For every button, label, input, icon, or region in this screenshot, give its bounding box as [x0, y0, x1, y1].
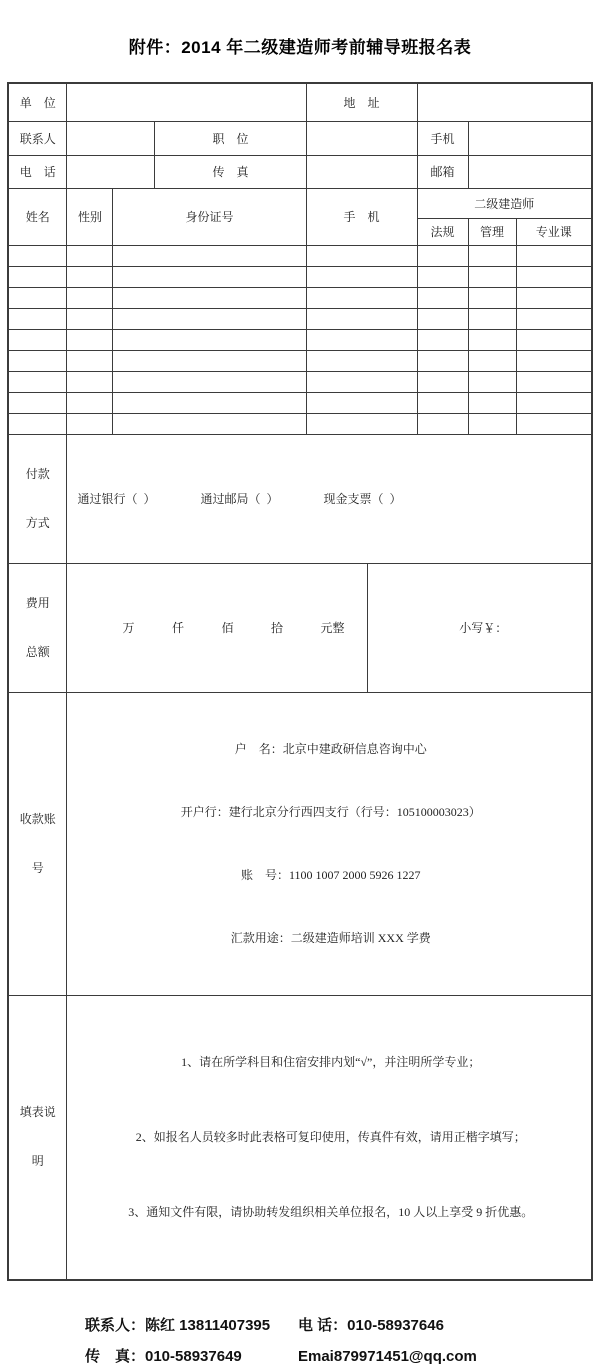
payment-option-cash-check: 现金支票（ ） — [323, 492, 402, 506]
footer-contact-person: 联系人：陈红 13811407395 — [85, 1316, 271, 1334]
registrant-zhuanyeke-cell — [516, 287, 592, 308]
email-value-cell — [468, 155, 592, 188]
fax-label: 传 真 — [155, 155, 306, 188]
account-row — [8, 692, 592, 995]
registrant-zhuanyeke-cell — [516, 266, 592, 287]
registrant-row — [8, 287, 592, 308]
registrant-mobile-cell — [306, 308, 417, 329]
constructor-group-header: 二级建造师 — [417, 188, 592, 218]
registrant-zhuanyeke-cell — [516, 392, 592, 413]
unit-label: 单 位 — [8, 83, 67, 121]
registrant-gender-cell — [67, 350, 113, 371]
registrant-row — [8, 245, 592, 266]
id-number-header: 身份证号 — [113, 188, 306, 245]
registrant-guanli-cell — [468, 413, 516, 434]
registrant-fagui-cell — [417, 350, 468, 371]
mobile-value-cell — [468, 121, 592, 155]
contact-label: 联系人 — [8, 121, 67, 155]
registrant-guanli-cell — [468, 350, 516, 371]
registrant-mobile-cell — [306, 266, 417, 287]
registrant-name-cell — [8, 371, 67, 392]
fee-unit-qian: 仟 — [171, 621, 184, 635]
registrant-fagui-cell — [417, 413, 468, 434]
contact-position-mobile-row — [8, 121, 592, 155]
registrant-name-cell — [8, 350, 67, 371]
footer-email: Emai879971451@qq.com — [298, 1347, 477, 1365]
registrant-guanli-cell — [468, 308, 516, 329]
registrant-fagui-cell — [417, 329, 468, 350]
phone-label: 电 话 — [8, 155, 67, 188]
registrant-gender-cell — [67, 413, 113, 434]
registration-form-table — [7, 82, 593, 1281]
registrant-id-cell — [113, 287, 306, 308]
registrant-row — [8, 329, 592, 350]
registrant-fagui-cell — [417, 245, 468, 266]
registrant-name-cell — [8, 245, 67, 266]
payment-option-bank: 通过银行（ ） — [77, 492, 156, 506]
registrant-guanli-cell — [468, 266, 516, 287]
registrant-row — [8, 350, 592, 371]
unit-address-row — [8, 83, 592, 121]
registrant-mobile-cell — [306, 245, 417, 266]
registrant-id-cell — [113, 308, 306, 329]
subject-zhuanyeke-header: 专业课 — [516, 218, 592, 245]
registrant-name-cell — [8, 308, 67, 329]
registrant-id-cell — [113, 266, 306, 287]
registrant-gender-cell — [67, 371, 113, 392]
note-line-2: 2、如报名人员较多时此表格可复印使用，传真件有效，请用正楷字填写； — [135, 1129, 526, 1144]
registrant-row — [8, 371, 592, 392]
registrant-zhuanyeke-cell — [516, 350, 592, 371]
registrant-mobile-cell — [306, 329, 417, 350]
registrant-gender-cell — [67, 392, 113, 413]
registrant-name-cell — [8, 413, 67, 434]
registrant-fagui-cell — [417, 266, 468, 287]
registrant-guanli-cell — [468, 287, 516, 308]
account-holder-line: 户 名：北京中建政研信息咨询中心 — [234, 741, 427, 756]
registrant-mobile-cell — [306, 392, 417, 413]
registrant-gender-cell — [67, 287, 113, 308]
registrant-id-cell — [113, 371, 306, 392]
note-line-3: 3、通知文件有限，请协助转发组织相关单位报名，10 人以上享受 9 折优惠。 — [128, 1204, 534, 1219]
registrant-guanli-cell — [468, 392, 516, 413]
registrant-row — [8, 308, 592, 329]
registrant-name-cell — [8, 392, 67, 413]
registrant-mobile-cell — [306, 371, 417, 392]
account-bank-line: 开户行：建行北京分行西四支行（行号：105100003023） — [180, 804, 481, 819]
payment-options-cell — [67, 434, 592, 563]
unit-value-cell — [67, 83, 306, 121]
registrant-gender-cell — [67, 266, 113, 287]
position-value-cell — [306, 121, 417, 155]
registrant-fagui-cell — [417, 392, 468, 413]
gender-header: 性别 — [67, 188, 113, 245]
fee-unit-yuanzheng: 元整 — [320, 621, 345, 635]
name-header: 姓名 — [8, 188, 67, 245]
fee-unit-shi: 拾 — [270, 621, 283, 635]
mobile-label: 手机 — [417, 121, 468, 155]
registrant-mobile-cell — [306, 350, 417, 371]
registrant-guanli-cell — [468, 329, 516, 350]
footer-fax: 传 真：010-58937649 — [85, 1347, 242, 1365]
subject-fagui-header: 法规 — [417, 218, 468, 245]
payment-method-row — [8, 434, 592, 563]
document-title: 附件：2014 年二级建造师考前辅导班报名表 — [128, 38, 472, 57]
account-details-cell — [67, 692, 592, 995]
fee-unit-wan: 万 — [122, 621, 135, 635]
registrant-name-cell — [8, 266, 67, 287]
registrant-id-cell — [113, 350, 306, 371]
fee-total-row — [8, 563, 592, 692]
payment-method-label: 付款 方式 — [8, 434, 67, 563]
registrant-zhuanyeke-cell — [516, 413, 592, 434]
registrant-id-cell — [113, 392, 306, 413]
footer-contact-block — [85, 1315, 600, 1367]
registrant-row — [8, 266, 592, 287]
fee-amount-words-cell — [67, 563, 367, 692]
address-value-cell — [417, 83, 592, 121]
account-label: 收款账 号 — [8, 692, 67, 995]
registrant-gender-cell — [67, 329, 113, 350]
registrant-guanli-cell — [468, 245, 516, 266]
notes-label: 填表说 明 — [8, 995, 67, 1280]
registrant-zhuanyeke-cell — [516, 245, 592, 266]
mobile-header: 手 机 — [306, 188, 417, 245]
phone-value-cell — [67, 155, 155, 188]
registrant-header-row — [8, 188, 592, 218]
notes-content-cell — [67, 995, 592, 1280]
registrant-name-cell — [8, 329, 67, 350]
note-line-1: 1、请在所学科目和住宿安排内划“√”，并注明所学专业； — [181, 1054, 481, 1069]
account-number-line: 账 号：1100 1007 2000 5926 1227 — [240, 867, 421, 882]
registrant-row — [8, 413, 592, 434]
subject-guanli-header: 管理 — [468, 218, 516, 245]
registrant-mobile-cell — [306, 287, 417, 308]
registrant-id-cell — [113, 413, 306, 434]
registrant-zhuanyeke-cell — [516, 371, 592, 392]
registrant-id-cell — [113, 329, 306, 350]
registrant-guanli-cell — [468, 371, 516, 392]
registrant-fagui-cell — [417, 371, 468, 392]
contact-value-cell — [67, 121, 155, 155]
registrant-gender-cell — [67, 245, 113, 266]
footer-phone: 电 话：010-58937646 — [298, 1316, 444, 1334]
registrant-fagui-cell — [417, 287, 468, 308]
fee-unit-bai: 佰 — [221, 621, 234, 635]
registrant-name-cell — [8, 287, 67, 308]
registrant-zhuanyeke-cell — [516, 329, 592, 350]
fee-amount-figures-cell: 小写￥： — [367, 563, 592, 692]
account-purpose-line: 汇款用途：二级建造师培训 XXX 学费 — [230, 930, 431, 945]
address-label: 地 址 — [306, 83, 417, 121]
registrant-row — [8, 392, 592, 413]
registrant-fagui-cell — [417, 308, 468, 329]
registrant-mobile-cell — [306, 413, 417, 434]
phone-fax-email-row — [8, 155, 592, 188]
fee-total-label: 费用 总额 — [8, 563, 67, 692]
registrant-gender-cell — [67, 308, 113, 329]
email-label: 邮箱 — [417, 155, 468, 188]
registrant-zhuanyeke-cell — [516, 308, 592, 329]
payment-option-post: 通过邮局（ ） — [200, 492, 279, 506]
registrant-id-cell — [113, 245, 306, 266]
notes-row — [8, 995, 592, 1280]
position-label: 职 位 — [155, 121, 306, 155]
fax-value-cell — [306, 155, 417, 188]
